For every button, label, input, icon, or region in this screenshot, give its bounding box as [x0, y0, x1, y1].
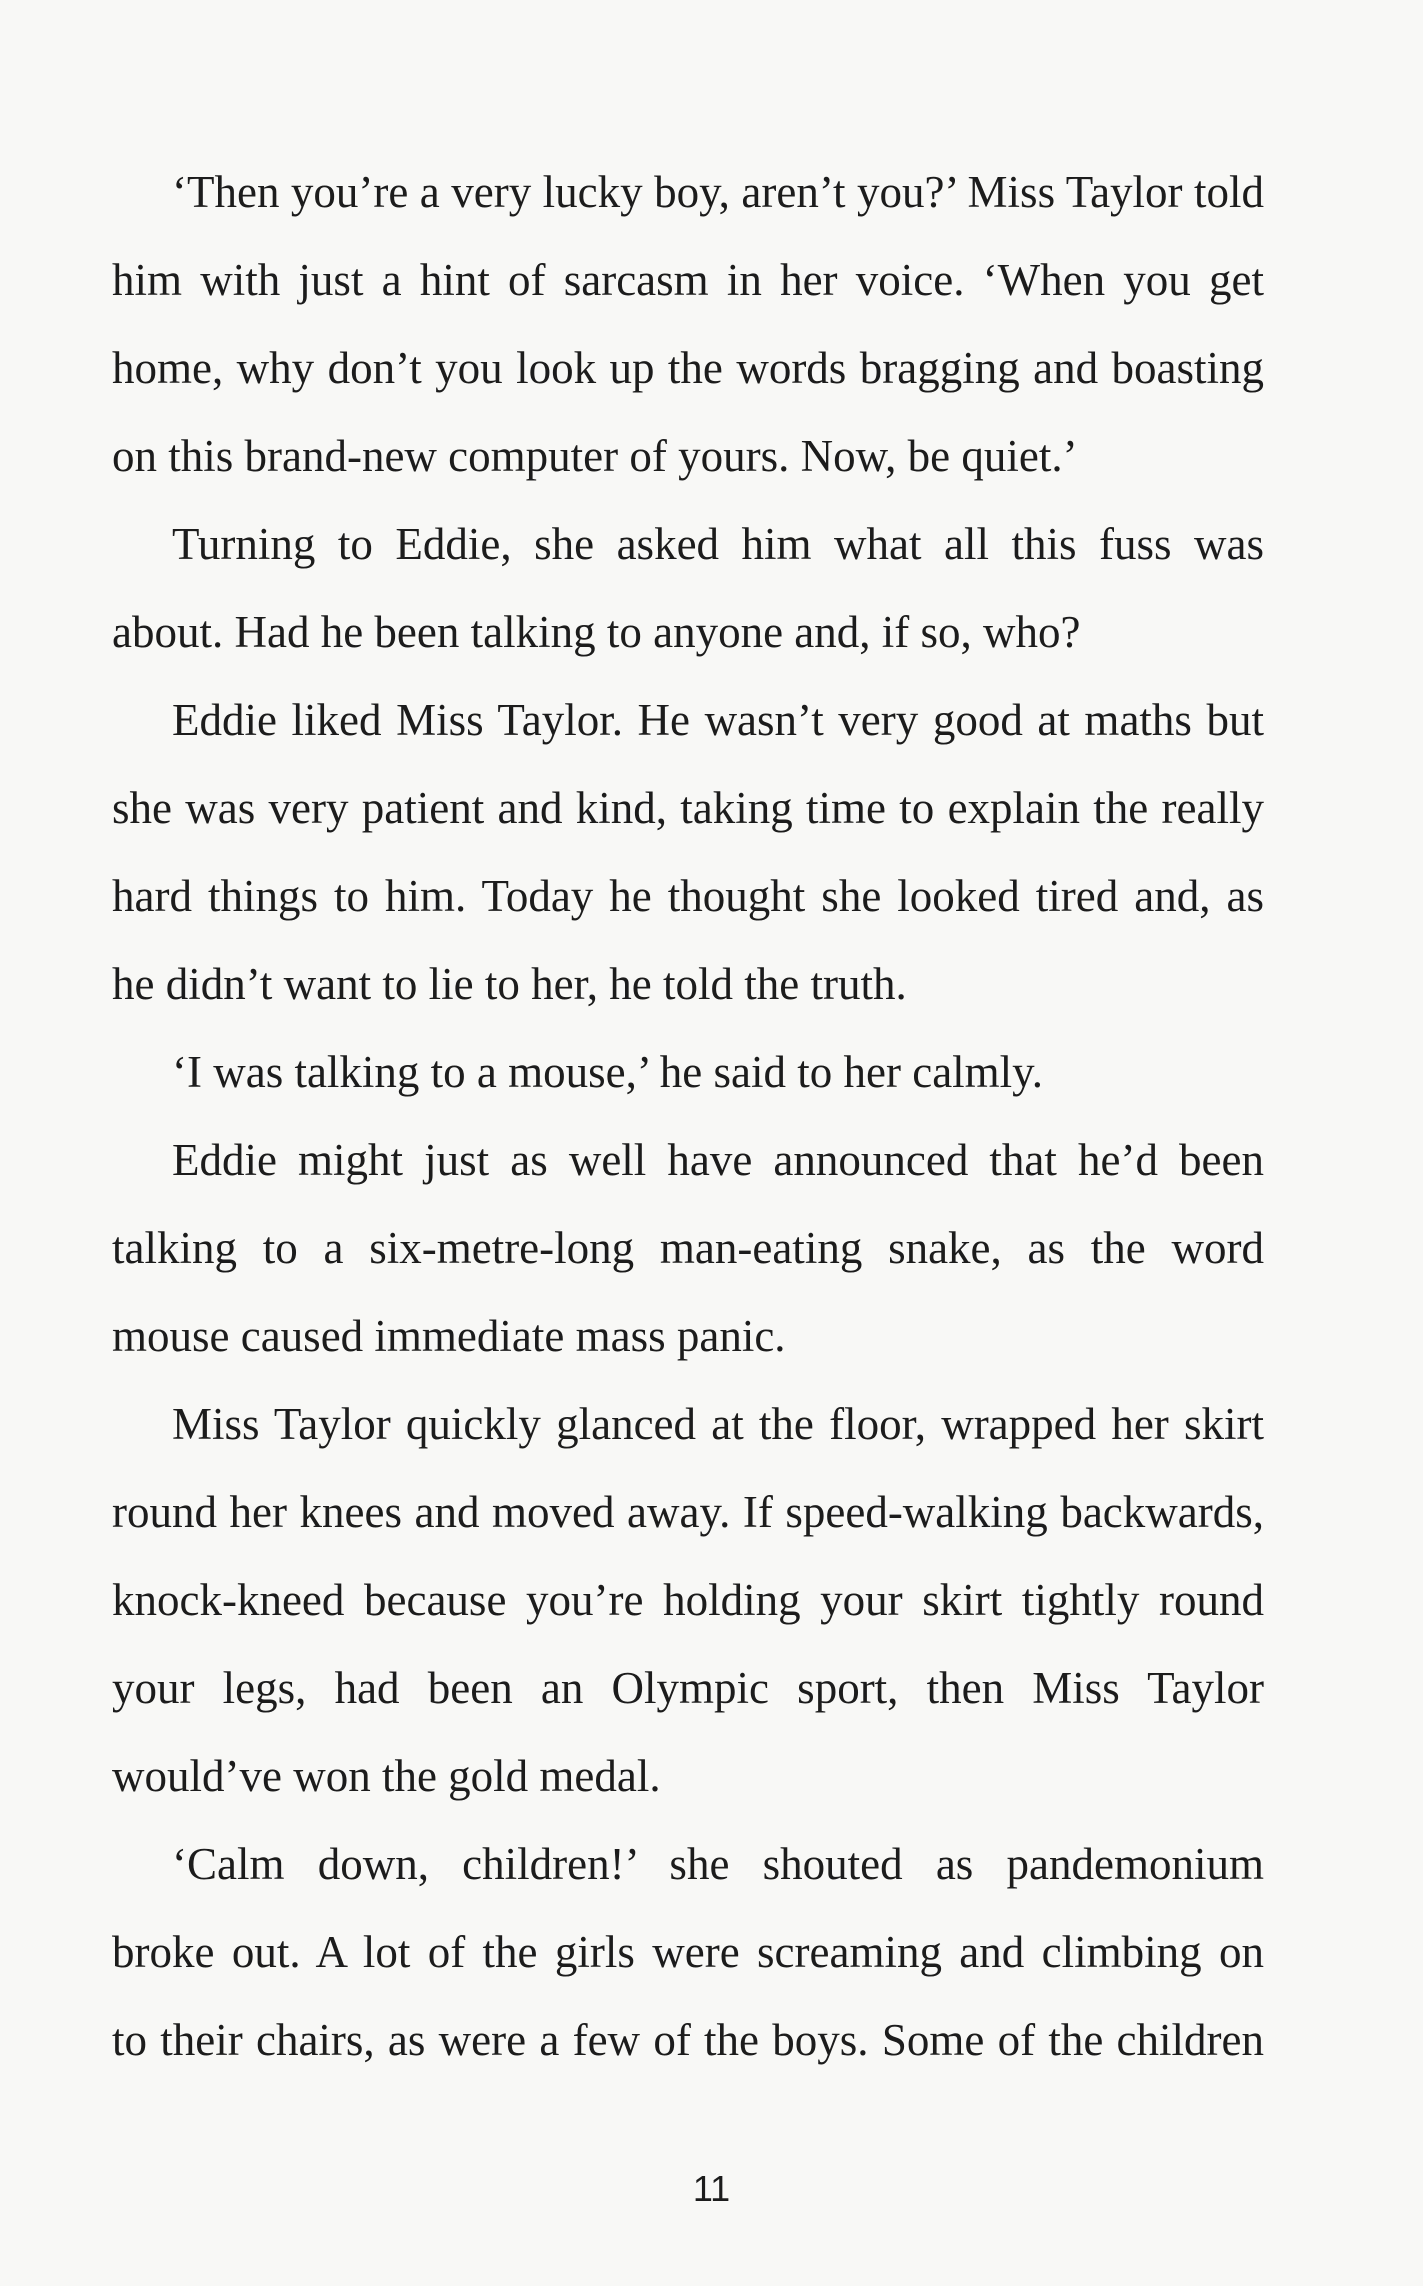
page-number: 11 [692, 2168, 731, 2209]
text-line: Turning to Eddie, she asked him what all this fuss was [172, 519, 1264, 569]
text-line: on this brand-new computer of yours. Now, be quiet.’ [112, 431, 1078, 481]
body-text [112, 148, 1264, 2084]
text-line: broke out. A lot of the girls were screaming and climbing on [112, 1927, 1264, 1977]
text-line: talking to a six-metre-long man-eating snake, as the word [112, 1223, 1264, 1273]
text-line: ‘Calm down, children!’ she shouted as pandemonium [172, 1839, 1264, 1889]
text-line: about. Had he been talking to anyone and, if so, who? [112, 607, 1081, 657]
text-line: knock-kneed because you’re holding your skirt tightly round [112, 1575, 1264, 1625]
text-line: your legs, had been an Olympic sport, then Miss Taylor [112, 1663, 1264, 1713]
text-line: hard things to him. Today he thought she looked tired and, as [112, 871, 1264, 921]
text-line: Eddie might just as well have announced that he’d been [172, 1135, 1264, 1185]
text-line: mouse caused immediate mass panic. [112, 1311, 786, 1361]
text-line: home, why don’t you look up the words bragging and boasting [112, 343, 1264, 393]
text-line: Eddie liked Miss Taylor. He wasn’t very good at maths but [172, 695, 1264, 745]
text-line: she was very patient and kind, taking time to explain the really [112, 783, 1264, 833]
text-line: ‘I was talking to a mouse,’ he said to her calmly. [172, 1047, 1043, 1097]
text-line: ‘Then you’re a very lucky boy, aren’t you?’ Miss Taylor told [172, 167, 1264, 217]
text-line: him with just a hint of sarcasm in her voice. ‘When you get [112, 255, 1264, 305]
text-line: round her knees and moved away. If speed-walking backwards, [112, 1487, 1264, 1537]
text-line: Miss Taylor quickly glanced at the floor, wrapped her skirt [172, 1399, 1264, 1449]
text-line: to their chairs, as were a few of the boys. Some of the children [112, 2015, 1264, 2065]
text-line: he didn’t want to lie to her, he told the truth. [112, 959, 907, 1009]
text-line: would’ve won the gold medal. [112, 1751, 661, 1801]
